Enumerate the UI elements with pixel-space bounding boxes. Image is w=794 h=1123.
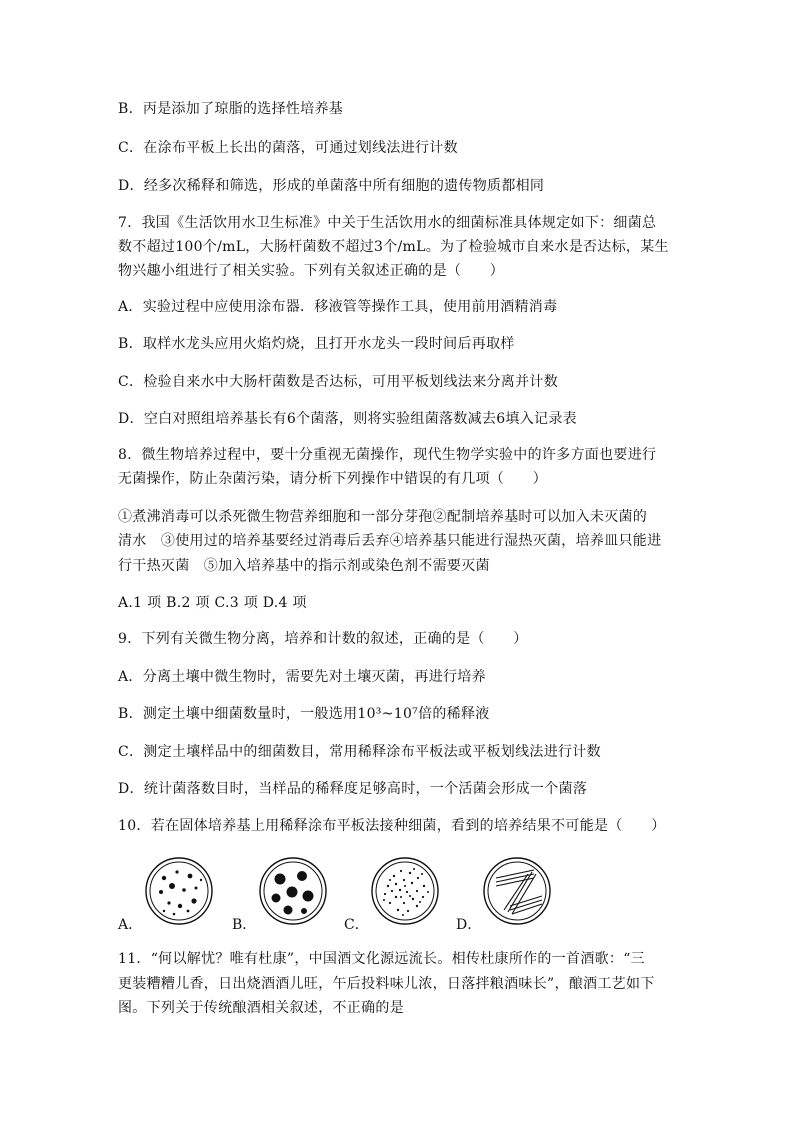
q11-line-3: 图。下列关于传统酿酒相关叙述，不正确的是 xyxy=(118,1000,404,1016)
petri-dish-d-icon xyxy=(482,856,552,926)
q10-label-a: A． xyxy=(118,917,143,933)
petri-dish-b-icon xyxy=(258,856,328,926)
q7-option-c: C．检验自来水中大肠杆菌数是否达标，可用平板划线法来分离并计数 xyxy=(118,374,559,390)
q10-dish-figure xyxy=(118,852,678,932)
q8-stem-line-1: 8．微生物培养过程中，要十分重视无菌操作，现代生物学实验中的许多方面也要进行 xyxy=(118,447,657,463)
q8-items-line-3: 行干热灭菌 ⑤加入培养基中的指示剂或染色剂不需要灭菌 xyxy=(118,558,490,574)
q6-option-d: D．经多次稀释和筛选，形成的单菌落中所有细胞的遗传物质都相同 xyxy=(118,178,545,194)
q8-items-line-2: 清水 ③使用过的培养基要经过消毒后丢弃④培养基只能进行湿热灭菌，培养皿只能进 xyxy=(118,533,662,549)
q8-options: A.1 项 B.2 项 C.3 项 D.4 项 xyxy=(118,595,307,611)
q6-option-c: C．在涂布平板上长出的菌落，可通过划线法进行计数 xyxy=(118,140,458,156)
q10-label-b: B． xyxy=(232,917,257,933)
q7-stem-line-1: 7．我国《生活饮用水卫生标准》中关于生活饮用水的细菌标准具体规定如下：细菌总 xyxy=(118,215,657,231)
q11-line-2: 更装糟糟儿香，日出烧酒酒儿旺，午后投料味儿浓，日落拌粮酒味长”，酿酒工艺如下 xyxy=(118,976,655,992)
q9-option-c: C．测定土壤样品中的细菌数目，常用稀释涂布平板法或平板划线法进行计数 xyxy=(118,744,601,760)
q9-option-a: A．分离土壤中微生物时，需要先对土壤灭菌，再进行培养 xyxy=(118,669,486,685)
q9-option-d: D．统计菌落数目时，当样品的稀释度足够高时，一个活菌会形成一个菌落 xyxy=(118,781,588,797)
q7-option-b: B．取样水龙头应用火焰灼烧，且打开水龙头一段时间后再取样 xyxy=(118,336,515,352)
q6-option-b: B．丙是添加了琼脂的选择性培养基 xyxy=(118,101,344,117)
q10-label-c: C． xyxy=(344,917,369,933)
q9-option-b: B．测定土壤中细菌数量时，一般选用10³~10⁷倍的稀释液 xyxy=(118,706,490,722)
q9-stem: 9．下列有关微生物分离，培养和计数的叙述，正确的是（ ） xyxy=(118,631,528,647)
petri-dish-a-icon xyxy=(144,856,214,926)
q7-stem-line-3: 物兴趣小组进行了相关实验。下列有关叙述正确的是（ ） xyxy=(118,263,505,279)
q8-items-line-1: ①煮沸消毒可以杀死微生物营养细胞和一部分芽孢②配制培养基时可以加入未灭菌的 xyxy=(118,509,648,525)
q10-label-d: D． xyxy=(456,917,482,933)
q7-option-d: D．空白对照组培养基长有6个菌落，则将实验组菌落数减去6填入记录表 xyxy=(118,411,577,427)
q10-stem: 10．若在固体培养基上用稀释涂布平板法接种细菌，看到的培养结果不可能是（ ） xyxy=(118,818,666,834)
q11-line-1: 11．“何以解忧？唯有杜康”，中国酒文化源远流长。相传杜康所作的一首酒歌：“三 xyxy=(118,951,645,967)
q7-option-a: A．实验过程中应使用涂布器．移液管等操作工具，使用前用酒精消毒 xyxy=(118,299,558,315)
q8-stem-line-2: 无菌操作，防止杂菌污染，请分析下列操作中错误的有几项（ ） xyxy=(118,471,547,487)
q7-stem-line-2: 数不超过100个/mL，大肠杆菌数不超过3个/mL。为了检验城市自来水是否达标，某生 xyxy=(118,239,669,255)
petri-dish-c-icon xyxy=(370,856,440,926)
